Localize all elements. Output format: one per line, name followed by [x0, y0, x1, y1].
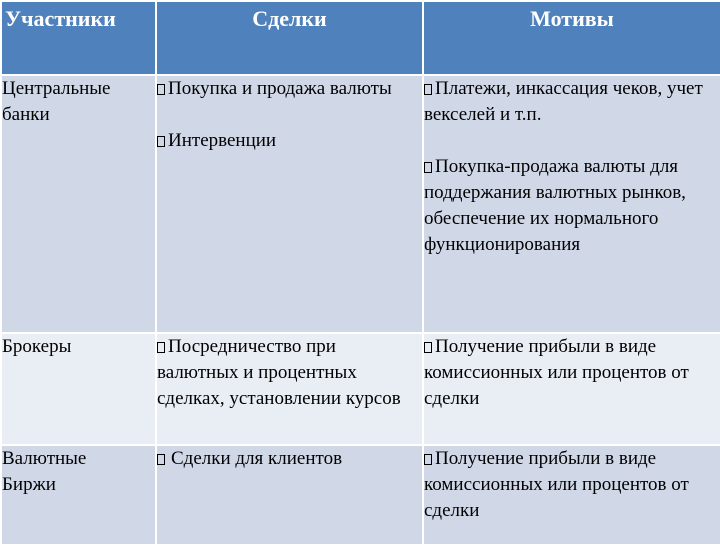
list-item-text: Посредничество при валютных и процентных сделках, установлении курсов — [157, 336, 401, 409]
header-participants: Участники — [1, 1, 156, 75]
list-item — [424, 76, 720, 128]
list-item — [424, 334, 720, 412]
bullet-box-icon — [157, 84, 165, 95]
list-item-text: Получение прибыли в виде комиссионных или процентов от сделки — [424, 448, 689, 521]
list-item-text: Покупка-продажа валюты для поддержания валютных рынков, обеспечение их нормального функционирования — [424, 156, 686, 255]
header-deals: Сделки — [156, 1, 423, 75]
list-item — [157, 334, 422, 412]
table-row — [1, 75, 720, 333]
list-item-text: Покупка и продажа валюты — [168, 78, 392, 99]
header-motives: Мотивы — [423, 1, 720, 75]
list-item-text: Интервенции — [168, 130, 277, 151]
list-item — [424, 154, 720, 258]
motives-cell — [423, 333, 720, 445]
bullet-box-icon — [424, 84, 432, 95]
list-item-text: Сделки для клиентов — [171, 448, 343, 469]
list-item — [424, 446, 720, 524]
table-header-row — [1, 1, 720, 75]
bullet-box-icon — [157, 342, 165, 353]
participant-cell: Брокеры — [1, 333, 156, 445]
deals-cell — [156, 75, 423, 333]
deals-cell — [156, 333, 423, 445]
table-row — [1, 333, 720, 445]
motives-cell — [423, 445, 720, 545]
motives-cell — [423, 75, 720, 333]
list-item-text: Платежи, инкассация чеков, учет векселей и т.п. — [424, 78, 703, 125]
bullet-box-icon — [424, 162, 432, 173]
bullet-box-icon — [157, 454, 165, 465]
list-item — [157, 128, 422, 154]
list-item — [157, 446, 422, 472]
bullet-box-icon — [424, 454, 432, 465]
deals-cell — [156, 445, 423, 545]
participant-cell: Валютные Биржи — [1, 445, 156, 545]
table-row — [1, 445, 720, 545]
participant-cell: Центральные банки — [1, 75, 156, 333]
list-item — [157, 76, 422, 102]
list-item-text: Получение прибыли в виде комиссионных или процентов от сделки — [424, 336, 689, 409]
bullet-box-icon — [157, 136, 165, 147]
bullet-box-icon — [424, 342, 432, 353]
